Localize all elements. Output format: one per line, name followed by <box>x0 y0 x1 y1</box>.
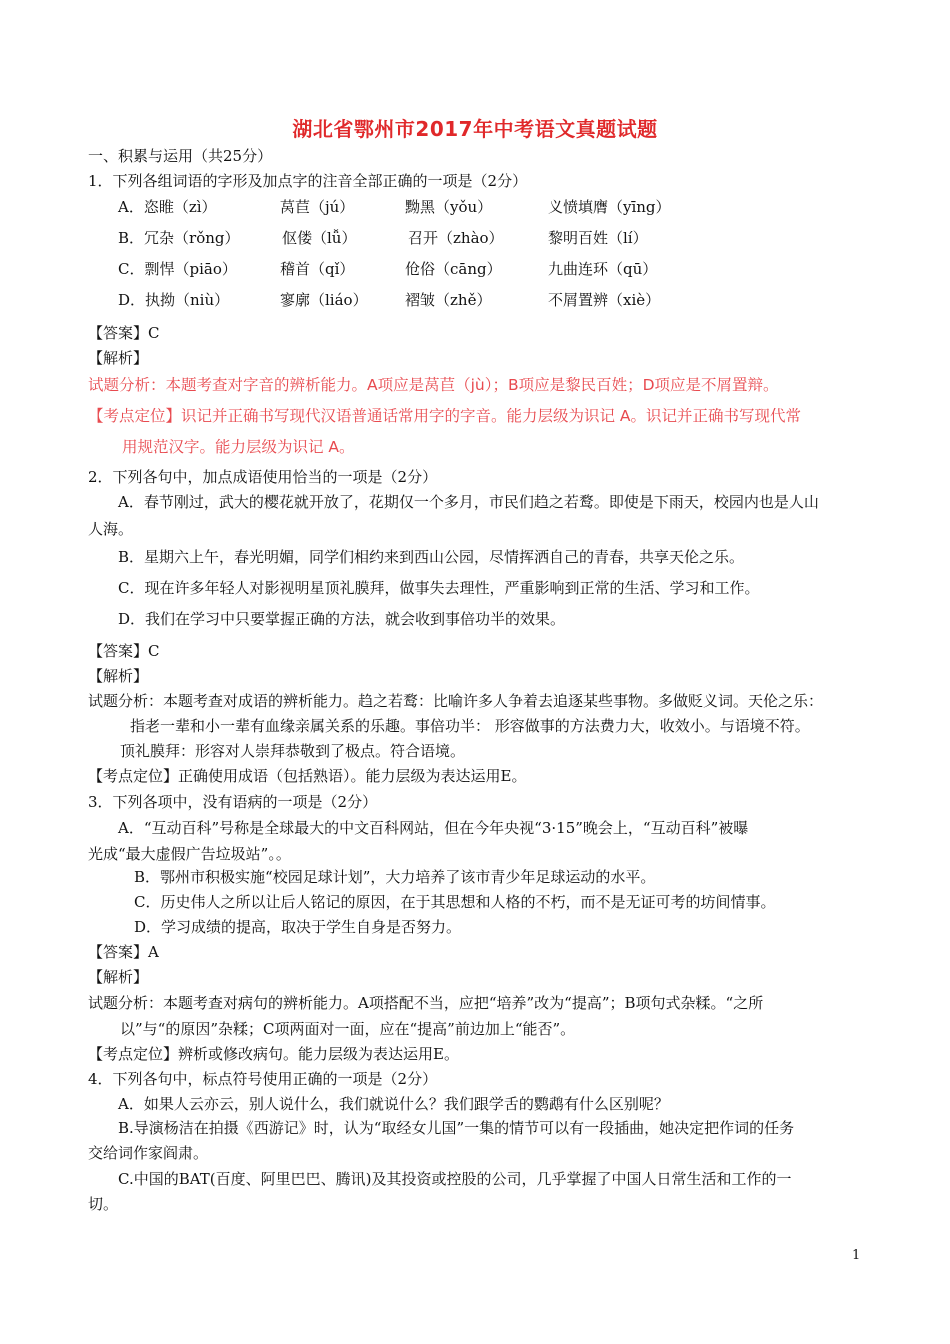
q1-kaodian-line1: 【考点定位】识记并正确书写现代汉语普通话常用字的字音。能力层级为识记 A。识记并正确书写现代常 <box>88 407 802 425</box>
q1-option-b-1: B．冗杂（rǒng） <box>118 229 240 247</box>
q1-option-c-1: C．剽悍（piāo） <box>118 260 237 278</box>
q4-option-c-line2: 切。 <box>88 1195 119 1213</box>
q2-analysis-line3: 顶礼膜拜：形容对人崇拜恭敬到了极点。符合语境。 <box>120 742 466 760</box>
q1-option-b-4: 黎明百姓（lí） <box>548 229 648 247</box>
q3-option-a-line1: A．“互动百科”号称是全球最大的中文百科网站，但在今年央视“3·15”晚会上，“互动百科”被曝 <box>118 819 749 837</box>
question-1-stem: 1．下列各组词语的字形及加点字的注音全部正确的一项是（2分） <box>88 172 528 190</box>
question-4-stem: 4．下列各句中，标点符号使用正确的一项是（2分） <box>88 1070 438 1088</box>
q1-option-d-3: 褶皱（zhě） <box>405 291 492 309</box>
q1-option-c-3: 伧俗（cāng） <box>405 260 502 278</box>
q1-option-a-4: 义愤填膺（yīng） <box>548 198 671 216</box>
q1-option-a-1: A．恣睢（zì） <box>118 198 217 216</box>
q2-option-c: C．现在许多年轻人对影视明星顶礼膜拜，做事失去理性，严重影响到正常的生活、学习和工作。 <box>118 579 760 597</box>
q3-option-b: B．鄂州市积极实施“校园足球计划”，大力培养了该市青少年足球运动的水平。 <box>134 868 656 886</box>
q2-analysis-line1: 试题分析：本题考查对成语的辨析能力。趋之若鹜：比喻许多人争着去追逐某些事物。多做贬义词。天伦之乐： <box>88 692 824 710</box>
q1-analysis-text: 试题分析：本题考查对字音的辨析能力。A项应是莴苣（jù）；B项应是黎民百姓；D项应是不屑置辩。 <box>88 376 779 394</box>
q1-option-a-3: 黝黑（yǒu） <box>405 198 493 216</box>
page-number: 1 <box>852 1248 861 1263</box>
q3-analysis-line2: 以”与“的原因”杂糅；C项两面对一面，应在“提高”前边加上“能否”。 <box>120 1020 576 1038</box>
page-title: 湖北省鄂州市2017年中考语文真题试题 <box>292 117 658 141</box>
q1-option-d-1: D．执拗（niù） <box>118 291 230 309</box>
q2-option-b: B．星期六上午，春光明媚，同学们相约来到西山公园，尽情挥洒自己的青春，共享天伦之乐。 <box>118 548 745 566</box>
q3-option-a-line2: 光成“最大虚假广告垃圾站”。。 <box>88 845 291 863</box>
question-2-stem: 2．下列各句中，加点成语使用恰当的一项是（2分） <box>88 468 438 486</box>
q2-option-a-line1: A．春节刚过，武大的樱花就开放了，花期仅一个多月，市民们趋之若鹜。即使是下雨天，校园内也是人山 <box>118 493 819 511</box>
q2-option-a-line2: 人海。 <box>88 520 134 538</box>
q2-option-d: D．我们在学习中只要掌握正确的方法，就会收到事倍功半的效果。 <box>118 610 566 628</box>
q4-option-a: A．如果人云亦云，别人说什么，我们就说什么？我们跟学舌的鹦鹉有什么区别呢？ <box>118 1095 669 1113</box>
q1-option-d-2: 寥廓（liáo） <box>280 291 368 309</box>
q3-analysis-label: 【解析】 <box>88 968 149 986</box>
q1-option-d-4: 不屑置辨（xiè） <box>548 291 661 309</box>
q1-option-b-2: 伛偻（lǚ） <box>282 229 357 247</box>
q1-kaodian-line2: 用规范汉字。能力层级为识记 A。 <box>122 438 355 456</box>
q1-analysis-label: 【解析】 <box>88 349 149 367</box>
q3-kaodian: 【考点定位】辨析或修改病句。能力层级为表达运用E。 <box>88 1045 459 1063</box>
q4-option-c-line1: C.中国的BAT(百度、阿里巴巴、腾讯)及其投资或控股的公司，几乎掌握了中国人日常生活和工作的一 <box>118 1170 792 1188</box>
q1-option-a-2: 莴苣（jú） <box>280 198 355 216</box>
q2-kaodian: 【考点定位】正确使用成语（包括熟语）。能力层级为表达运用E。 <box>88 767 527 785</box>
q2-analysis-line2: 指老一辈和小一辈有血缘亲属关系的乐趣。事倍功半： 形容做事的方法费力大，收效小。与语境不符。 <box>130 717 810 735</box>
q1-option-c-4: 九曲连环（qū） <box>548 260 658 278</box>
question-3-stem: 3．下列各项中，没有语病的一项是（2分） <box>88 793 378 811</box>
q3-analysis-line1: 试题分析：本题考查对病句的辨析能力。A项搭配不当，应把“培养”改为“提高”；B项句式杂糅。“之所 <box>88 994 764 1012</box>
q4-option-b-line1: B.导演杨洁在拍摄《西游记》时，认为“取经女儿国”一集的情节可以有一段插曲，她决定把作词的任务 <box>118 1119 795 1137</box>
q3-answer: 【答案】A <box>88 943 159 961</box>
q1-answer: 【答案】C <box>88 324 160 342</box>
section-heading: 一、积累与运用（共25分） <box>88 147 273 165</box>
q1-option-b-3: 召开（zhào） <box>408 229 504 247</box>
q2-answer: 【答案】C <box>88 642 160 660</box>
q4-option-b-line2: 交给词作家阎肃。 <box>88 1144 209 1162</box>
q3-option-c: C．历史伟人之所以让后人铭记的原因，在于其思想和人格的不朽，而不是无证可考的坊间情事。 <box>134 893 776 911</box>
q2-analysis-label: 【解析】 <box>88 667 149 685</box>
q1-option-c-2: 稽首（qǐ） <box>280 260 355 278</box>
q3-option-d: D．学习成绩的提高，取决于学生自身是否努力。 <box>134 918 462 936</box>
